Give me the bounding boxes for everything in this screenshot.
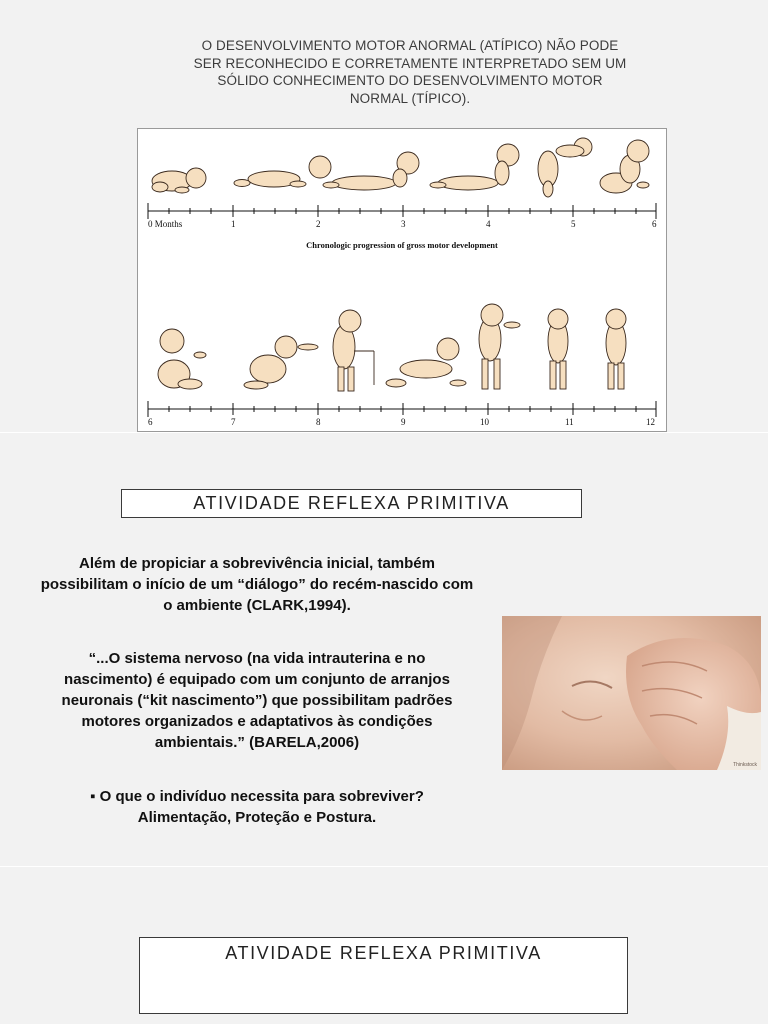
intro-line: O DESENVOLVIMENTO MOTOR ANORMAL (ATÍPICO) NÃO PODE bbox=[201, 38, 619, 53]
timeline-label: 8 bbox=[316, 417, 321, 427]
timeline-label: 10 bbox=[480, 417, 489, 427]
motor-development-figure bbox=[137, 128, 667, 432]
baby-illustration bbox=[138, 129, 666, 431]
paragraph-question bbox=[12, 786, 502, 828]
text-line: ambientais.” (BARELA,2006) bbox=[154, 734, 360, 751]
timeline-label: 6 bbox=[148, 417, 153, 427]
slide-primitive-reflex-2 bbox=[0, 867, 768, 1024]
slide-motor-development bbox=[0, 0, 768, 432]
text-line: o ambiente (CLARK,1994). bbox=[163, 597, 351, 614]
timeline-label: 11 bbox=[565, 417, 574, 427]
text-line: Alimentação, Proteção e Postura. bbox=[137, 809, 377, 826]
intro-line: NORMAL (TÍPICO). bbox=[349, 90, 471, 106]
slide-primitive-reflex bbox=[0, 433, 768, 866]
figure-caption: Chronologic progression of gross motor development bbox=[306, 240, 498, 250]
timeline-label: 3 bbox=[401, 219, 406, 229]
timeline-label: 12 bbox=[646, 417, 655, 427]
paragraph-survival bbox=[12, 553, 502, 616]
timeline-label: 7 bbox=[231, 417, 236, 427]
text-line: ▪ O que o indivíduo necessita para sobreviver? bbox=[90, 788, 424, 805]
text-line: possibilitam o início de um “diálogo” do recém-nascido com bbox=[40, 576, 474, 593]
timeline-label: 9 bbox=[401, 417, 406, 427]
timeline-label: 2 bbox=[316, 219, 321, 229]
intro-line: SÓLIDO CONHECIMENTO DO DESENVOLVIMENTO MOTOR bbox=[217, 73, 603, 88]
timeline-label: 1 bbox=[231, 219, 236, 229]
slide-title: ATIVIDADE REFLEXA PRIMITIVA bbox=[121, 489, 582, 518]
text-line: motores organizados e adaptativos às condições bbox=[81, 713, 433, 730]
text-line: “...O sistema nervoso (na vida intrauterina e no bbox=[88, 650, 426, 667]
timeline-label: 5 bbox=[571, 219, 576, 229]
paragraph-quote bbox=[12, 648, 502, 753]
text-line: Além de propiciar a sobrevivência inicial, também bbox=[79, 555, 435, 572]
timeline-label: 6 bbox=[652, 219, 657, 229]
intro-text bbox=[170, 37, 650, 107]
text-line: nascimento) é equipado com um conjunto de arranjos bbox=[64, 671, 450, 688]
timeline-label: 0 Months bbox=[148, 219, 183, 229]
slide-title: ATIVIDADE REFLEXA PRIMITIVA bbox=[139, 937, 628, 1014]
baby-sucking-hand-photo bbox=[502, 616, 761, 770]
intro-line: SER RECONHECIDO E CORRETAMENTE INTERPRETADO SEM UM bbox=[193, 55, 627, 71]
photo-credit: Thinkstock bbox=[733, 762, 757, 768]
text-line: neuronais (“kit nascimento”) que possibilitam padrões bbox=[61, 692, 453, 709]
timeline-label: 4 bbox=[486, 219, 491, 229]
